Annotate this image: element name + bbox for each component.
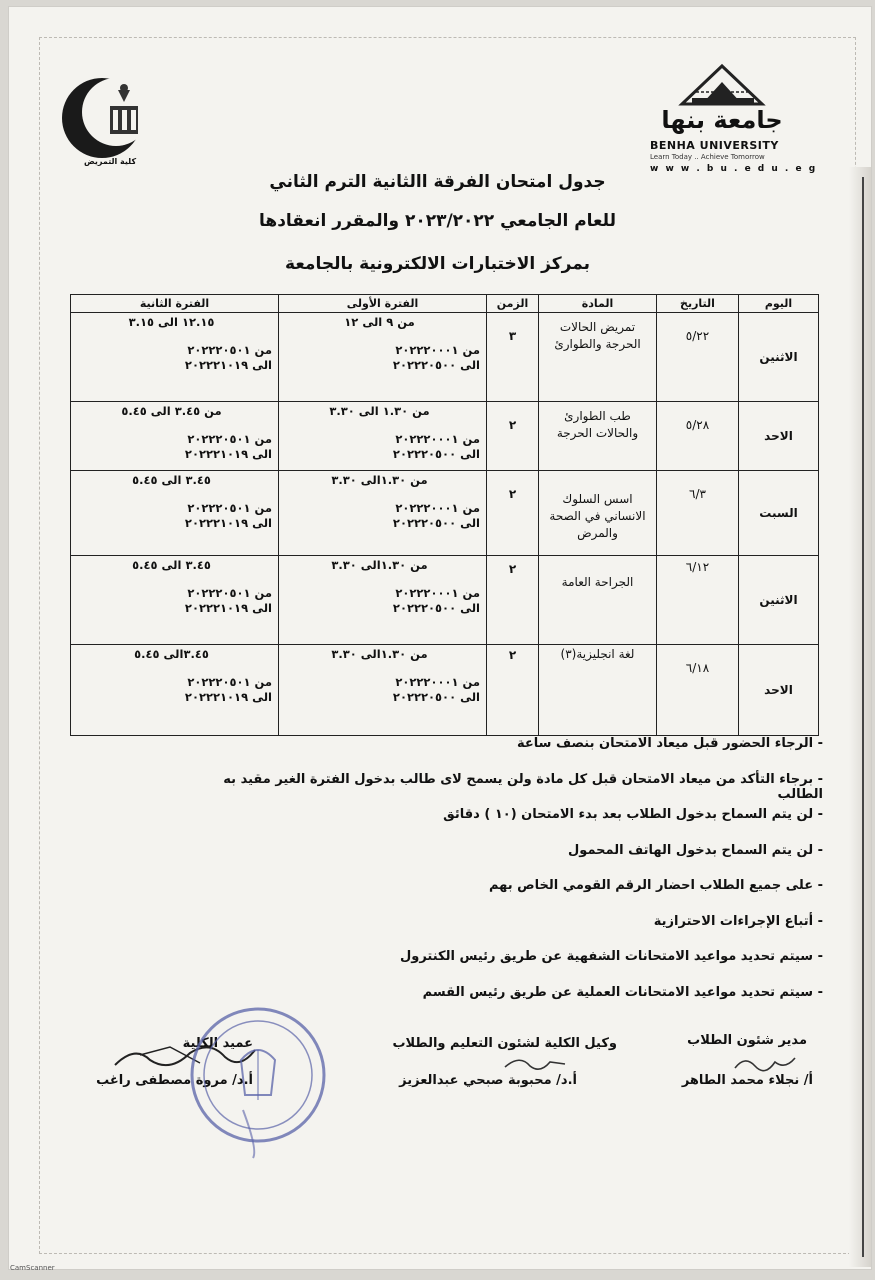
seat-range-from: من ٢٠٢٢٢٠٠٠١: [395, 585, 480, 600]
cell-subject: طب الطوارئ والحالات الحرجة: [539, 401, 657, 470]
period-time: من ٣.٤٥ الى ٥.٤٥: [121, 403, 222, 418]
cell-first-period: [279, 401, 487, 470]
dean-name: أ.د/ مروة مصطفى راغب: [96, 1073, 253, 1088]
header-duration: الزمن: [487, 295, 539, 313]
seat-range-from: من ٢٠٢٢٢٠٥٠١: [187, 431, 272, 446]
period-time: ٣.٤٥ الى ٥.٤٥: [132, 557, 211, 572]
document-subtitle: للعام الجامعي ٢٠٢٣/٢٠٢٢ والمقرر انعقادها: [259, 211, 616, 231]
header-second-period: الفترة الثانية: [71, 295, 279, 313]
seat-range-to: الى ٢٠٢٢٢١٠١٩: [184, 358, 272, 372]
list-item: - أتباع الإجراءات الاحترازية: [223, 914, 823, 950]
vice-dean-name: أ.د/ محبوبة صبحي عبدالعزيز: [399, 1073, 577, 1088]
list-item: - الرجاء الحضور قبل ميعاد الامتحان بنصف ساعة: [223, 736, 823, 772]
header-day: اليوم: [739, 295, 819, 313]
cell-date: ٦/١٢: [657, 555, 739, 645]
cell-day: الاحد: [739, 645, 819, 736]
dean-title: عميد الكلية: [182, 1036, 253, 1051]
cell-duration: ٢: [487, 471, 539, 556]
list-item: - سيتم تحديد مواعيد الامتحانات الشفهية عن طريق رئيس الكنترول: [223, 949, 823, 985]
faculty-name-label: كلية التمريض: [84, 157, 137, 166]
period-time: من ٩ الى ١٢: [344, 315, 415, 329]
period-time: من ١.٣٠الى ٣.٣٠: [331, 473, 428, 488]
cell-subject: لغة انجليزية(٣): [539, 645, 657, 736]
seat-range-from: من ٢٠٢٢٢٠٥٠١: [187, 343, 272, 357]
cell-date: ٦/٣: [657, 471, 739, 556]
cell-second-period: [71, 313, 279, 402]
list-item: - لن يتم السماح بدخول الطلاب بعد بدء الامتحان (١٠ ) دقائق: [223, 807, 823, 843]
student-affairs-name: أ/ نجلاء محمد الطاهر: [681, 1073, 813, 1088]
seat-range-to: الى ٢٠٢٢٢٠٥٠٠: [392, 516, 480, 531]
university-tagline: Learn Today .. Achieve Tomorrow: [650, 153, 765, 161]
cell-first-period: [279, 555, 487, 645]
seat-range-from: من ٢٠٢٢٢٠٠٠١: [395, 431, 480, 446]
page-shadow: [849, 167, 871, 1267]
seat-range-to: الى ٢٠٢٢٢٠٥٠٠: [392, 690, 480, 705]
cell-day: السبت: [739, 471, 819, 556]
cell-duration: ٢: [487, 555, 539, 645]
cell-subject: تمريض الحالات الحرجة والطوارئ: [539, 313, 657, 402]
table-row: [71, 555, 819, 645]
exam-schedule-table: [70, 294, 819, 736]
cell-first-period: [279, 313, 487, 402]
official-stamp: [183, 990, 333, 1160]
table-row: [71, 645, 819, 736]
seat-range-to: الى ٢٠٢٢٢١٠١٩: [184, 516, 272, 531]
header-date: التاريخ: [657, 295, 739, 313]
seat-range-from: من ٢٠٢٢٢٠٥٠١: [187, 501, 272, 516]
seat-range-from: من ٢٠٢٢٢٠٠٠١: [395, 343, 480, 357]
instructions-list: [223, 736, 823, 1020]
cell-second-period: [71, 471, 279, 556]
period-time: من ١.٣٠الى ٣.٣٠: [331, 647, 428, 662]
university-name-arabic: جامعة بنها: [661, 106, 783, 134]
seat-range-to: الى ٢٠٢٢٢١٠١٩: [184, 446, 272, 461]
cell-second-period: [71, 645, 279, 736]
seat-range-to: الى ٢٠٢٢٢٠٥٠٠: [392, 446, 480, 461]
cell-first-period: [279, 471, 487, 556]
list-item: - برجاء التأكد من ميعاد الامتحان قبل كل مادة ولن يسمح لاى طالب بدخول الفترة الغير مقيد به الطالب: [223, 772, 823, 808]
seat-range-from: من ٢٠٢٢٢٠٠٠١: [395, 675, 480, 690]
seat-range-from: من ٢٠٢٢٢٠٠٠١: [395, 501, 480, 516]
university-website: w w w . b u . e d u . e g: [650, 164, 818, 174]
seat-range-from: من ٢٠٢٢٢٠٥٠١: [187, 675, 272, 690]
seat-range-from: من ٢٠٢٢٢٠٥٠١: [187, 585, 272, 600]
document-title: جدول امتحان الفرقة االثانية الترم الثاني: [269, 172, 606, 192]
cell-date: ٦/١٨: [657, 645, 739, 736]
cell-subject: اسس السلوك الانساني في الصحة والمرض: [539, 471, 657, 556]
seat-range-to: الى ٢٠٢٢٢١٠١٩: [184, 690, 272, 705]
table-row: [71, 313, 819, 402]
cell-date: ٥/٢٢: [657, 313, 739, 402]
cell-day: الاحد: [739, 401, 819, 470]
cell-first-period: [279, 645, 487, 736]
cell-duration: ٢: [487, 401, 539, 470]
university-name-english: BENHA UNIVERSITY: [650, 139, 779, 152]
period-time: ٣.٤٥ الى ٥.٤٥: [132, 473, 211, 488]
cell-date: ٥/٢٨: [657, 401, 739, 470]
list-item: - سيتم تحديد مواعيد الامتحانات العملية عن طريق رئيس القسم: [223, 985, 823, 1021]
student-affairs-signature: [730, 1050, 800, 1075]
scanner-watermark: CamScanner: [10, 1264, 55, 1272]
document-location: بمركز الاختبارات الالكترونية بالجامعة: [285, 254, 590, 274]
period-time: من ١.٣٠ الى ٣.٣٠: [329, 403, 430, 418]
period-time: ٣.٤٥الى ٥.٤٥: [134, 647, 209, 662]
cell-duration: ٢: [487, 645, 539, 736]
cell-subject: الجراحة العامة: [539, 555, 657, 645]
cell-second-period: [71, 401, 279, 470]
vice-dean-signature: [500, 1052, 570, 1077]
header-subject: المادة: [539, 295, 657, 313]
table-row: [71, 471, 819, 556]
vice-dean-title: وكيل الكلية لشئون التعليم والطلاب: [392, 1036, 617, 1051]
list-item: - لن يتم السماح بدخول الهاتف المحمول: [223, 843, 823, 879]
cell-day: الاثنين: [739, 313, 819, 402]
period-time: من ١.٣٠الى ٣.٣٠: [331, 557, 428, 572]
student-affairs-title: مدير شئون الطلاب: [687, 1033, 807, 1048]
table-header-row: [71, 295, 819, 313]
cell-second-period: [71, 555, 279, 645]
header-first-period: الفترة الأولى: [279, 295, 487, 313]
seat-range-to: الى ٢٠٢٢٢٠٥٠٠: [392, 600, 480, 615]
table-row: [71, 401, 819, 470]
seat-range-to: الى ٢٠٢٢٢٠٥٠٠: [392, 358, 480, 372]
seat-range-to: الى ٢٠٢٢٢١٠١٩: [184, 600, 272, 615]
page-edge-line: [862, 177, 864, 1257]
period-time: ١٢.١٥ الى ٣.١٥: [128, 315, 215, 329]
cell-duration: ٣: [487, 313, 539, 402]
list-item: - على جميع الطلاب احضار الرقم القومي الخاص بهم: [223, 878, 823, 914]
cell-day: الاثنين: [739, 555, 819, 645]
